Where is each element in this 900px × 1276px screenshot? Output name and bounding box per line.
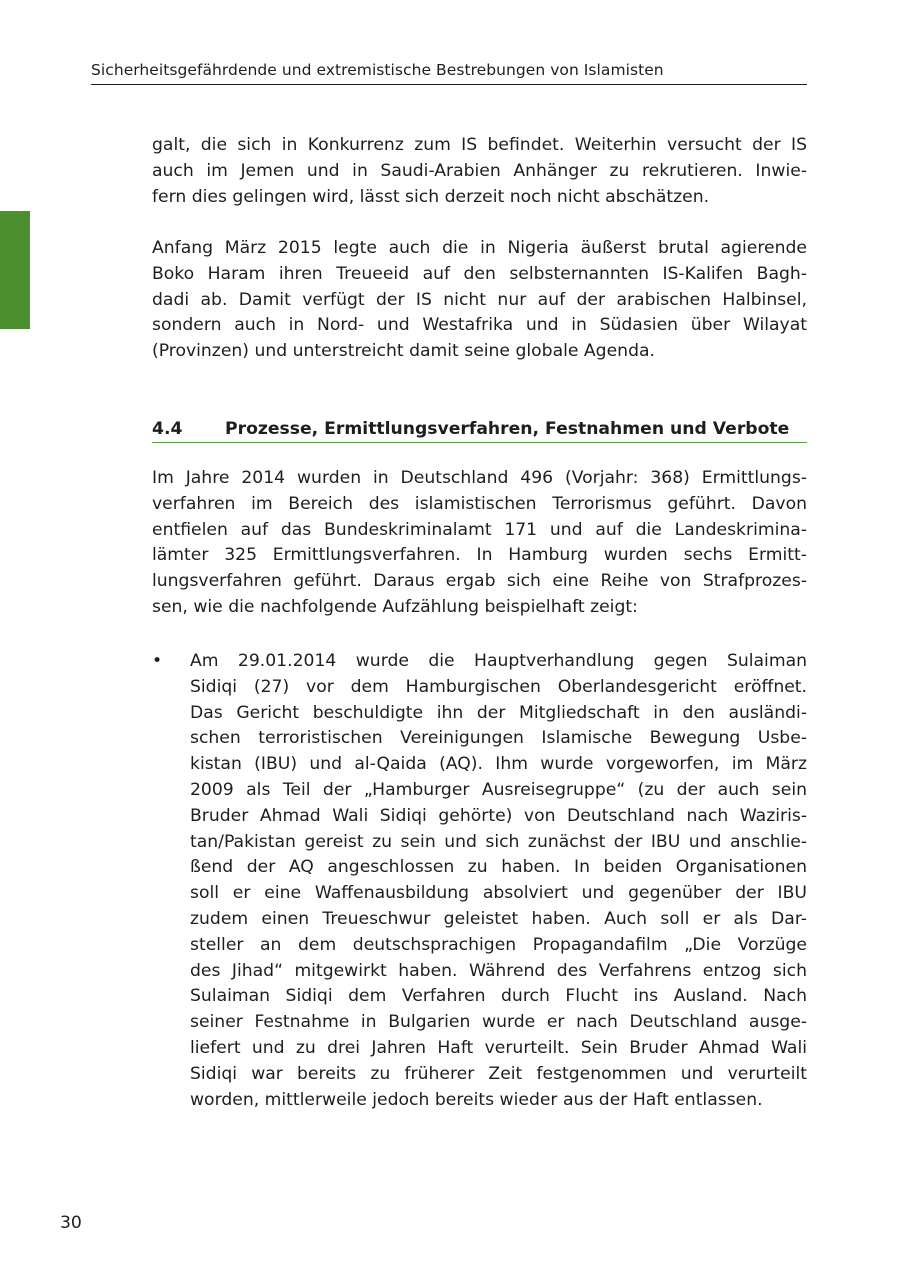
bullet-line: soll er eine Waffenausbildung absolviert und gegenüber der IBU [190,883,807,904]
bullet-line: Sidiqi war bereits zu früherer Zeit festgenommen und verurteilt [190,1063,807,1084]
bullet-line: seiner Festnahme in Bulgarien wurde er nach Deutschland ausge- [190,1012,807,1033]
paragraph-line: sondern auch in Nord- und Westafrika und in Südasien über Wilayat [152,315,807,336]
bullet-line: ßend der AQ angeschlossen zu haben. In beiden Organisationen [190,857,807,878]
page-number: 30 [60,1213,82,1233]
section-heading [152,416,807,443]
running-header [91,58,807,85]
bullet-line: Sulaiman Sidiqi dem Verfahren durch Flucht ins Ausland. Nach [190,986,807,1007]
paragraph-line: (Provinzen) und unterstreicht damit seine globale Agenda. [152,341,655,362]
paragraph-line: lungsverfahren geführt. Daraus ergab sich eine Reihe von Strafprozes- [152,571,807,592]
running-header-title: Sicherheitsgefährdende und extremistische Bestrebungen von Islamisten [91,61,664,79]
bullet-line: Das Gericht beschuldigte ihn der Mitgliedschaft in den ausländi- [190,702,807,723]
bullet-line: Sidiqi (27) vor dem Hamburgischen Oberlandesgericht eröffnet. [190,676,807,697]
bullet-line: schen terroristischen Vereinigungen Islamische Bewegung Usbe- [190,728,807,749]
paragraph-line: fern dies gelingen wird, lässt sich derzeit noch nicht abschätzen. [152,186,710,207]
paragraph-line: auch im Jemen und in Saudi-Arabien Anhänger zu rekrutieren. Inwie- [152,160,807,181]
paragraph-line: Im Jahre 2014 wurden in Deutschland 496 (Vorjahr: 368) Ermittlungs- [152,468,807,488]
paragraph-line: galt, die sich in Konkurrenz zum IS befindet. Weiterhin versucht der IS [152,135,807,155]
paragraph-line: sen, wie die nachfolgende Aufzählung beispielhaft zeigt: [152,596,638,617]
paragraph-line: verfahren im Bereich des islamistischen Terrorismus geführt. Davon [152,493,807,514]
paragraph [152,236,807,365]
section-number: 4.4 [152,419,183,439]
bullet-line: Bruder Ahmad Wali Sidiqi gehörte) von Deutschland nach Waziris- [190,805,807,826]
bullet-line: liefert und zu drei Jahren Haft verurteilt. Sein Bruder Ahmad Wali [190,1037,807,1058]
section-title: Prozesse, Ermittlungsverfahren, Festnahmen und Verbote [225,419,790,439]
bullet-line: des Jihad“ mitgewirkt haben. Während des Verfahrens entzog sich [190,960,807,981]
section-intro-paragraph [152,466,807,621]
paragraph-line: Boko Haram ihren Treueeid auf den selbsternannten IS-Kalifen Bagh- [152,263,807,284]
bullet-text [190,649,807,1113]
bullet-line: 2009 als Teil der „Hamburger Ausreisegruppe“ (zu der auch sein [190,779,807,800]
bullet-line: steller an dem deutschsprachigen Propagandafilm „Die Vorzüge [190,934,807,955]
chapter-side-tab [0,211,30,329]
paragraph [152,133,807,210]
paragraph-line: dadi ab. Damit verfügt der IS nicht nur auf der arabischen Halbinsel, [152,289,807,310]
bullet-marker: • [152,651,163,671]
bullet-line: kistan (IBU) und al-Qaida (AQ). Ihm wurde vorgeworfen, im März [190,754,807,775]
bullet-line: zudem einen Treueschwur geleistet haben. Auch soll er als Dar- [190,908,807,929]
paragraph-line: lämter 325 Ermittlungsverfahren. In Hamburg wurden sechs Ermitt- [152,545,807,566]
bullet-line: worden, mittlerweile jedoch bereits wieder aus der Haft entlassen. [190,1089,763,1110]
paragraph-line: entfielen auf das Bundeskriminalamt 171 und auf die Landeskrimina- [152,519,807,540]
bullet-line: tan/Pakistan gereist zu sein und sich zunächst der IBU und anschlie- [190,831,807,852]
bullet-line: Am 29.01.2014 wurde die Hauptverhandlung gegen Sulaiman [190,651,807,671]
paragraph-line: Anfang März 2015 legte auch die in Nigeria äußerst brutal agierende [152,238,807,258]
